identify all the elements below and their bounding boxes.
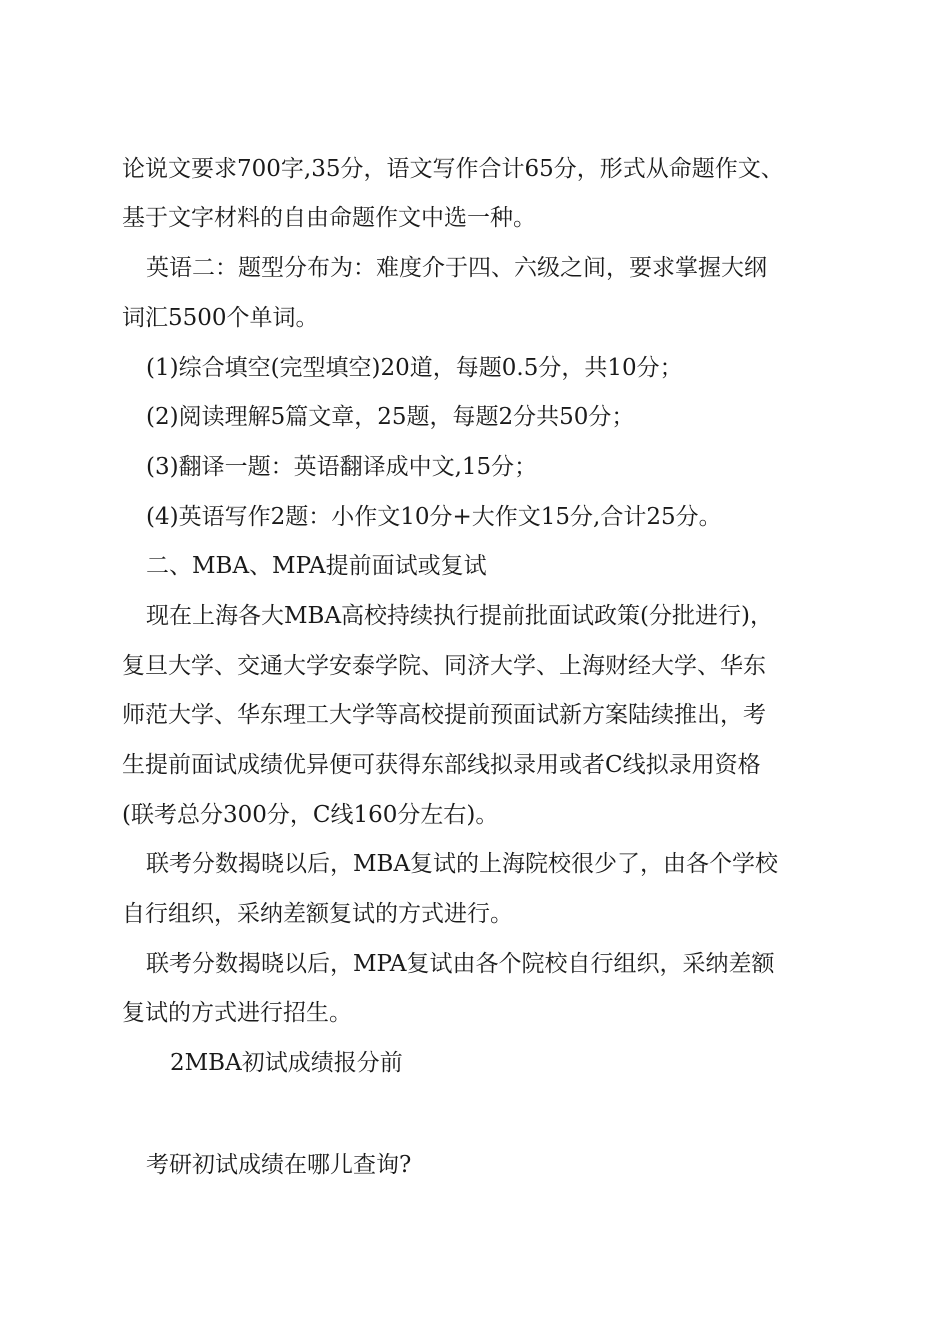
text-line: 现在上海各大MBA高校持续执行提前批面试政策(分批进行)， [146, 603, 774, 629]
text-line: 生提前面试成绩优异便可获得东部线拟录用或者C线拟录用资格 [122, 752, 761, 778]
text-line: 师范大学、华东理工大学等高校提前预面试新方案陆续推出，考 [122, 702, 766, 728]
text-line: 联考分数揭晓以后，MPA复试由各个院校自行组织，采纳差额 [146, 951, 775, 977]
text-line: 复试的方式进行招生。 [122, 1000, 352, 1026]
text-line: (联考总分300分，C线160分左右)。 [122, 802, 499, 828]
question-heading: 考研初试成绩在哪儿查询? [146, 1152, 412, 1178]
text-line: 英语二：题型分布为：难度介于四、六级之间，要求掌握大纲 [146, 255, 767, 281]
text-line: 词汇5500个单词。 [122, 305, 319, 331]
list-item: (4)英语写作2题：小作文10分+大作文15分,合计25分。 [146, 504, 722, 530]
list-item: (1)综合填空(完型填空)20道，每题0.5分，共10分； [146, 355, 683, 381]
text-line: 基于文字材料的自由命题作文中选一种。 [122, 205, 536, 231]
text-line: 联考分数揭晓以后，MBA复试的上海院校很少了，由各个学校 [146, 851, 779, 877]
subheading: 2MBA初试成绩报分前 [170, 1050, 403, 1076]
text-line: 复旦大学、交通大学安泰学院、同济大学、上海财经大学、华东 [122, 653, 766, 679]
section-heading: 二、MBA、MPA提前面试或复试 [146, 553, 487, 579]
text-line: 论说文要求700字,35分，语文写作合计65分，形式从命题作文、 [122, 156, 784, 182]
text-line: 自行组织，采纳差额复试的方式进行。 [122, 901, 513, 927]
list-item: (3)翻译一题：英语翻译成中文,15分； [146, 454, 538, 480]
list-item: (2)阅读理解5篇文章，25题，每题2分共50分； [146, 404, 635, 430]
